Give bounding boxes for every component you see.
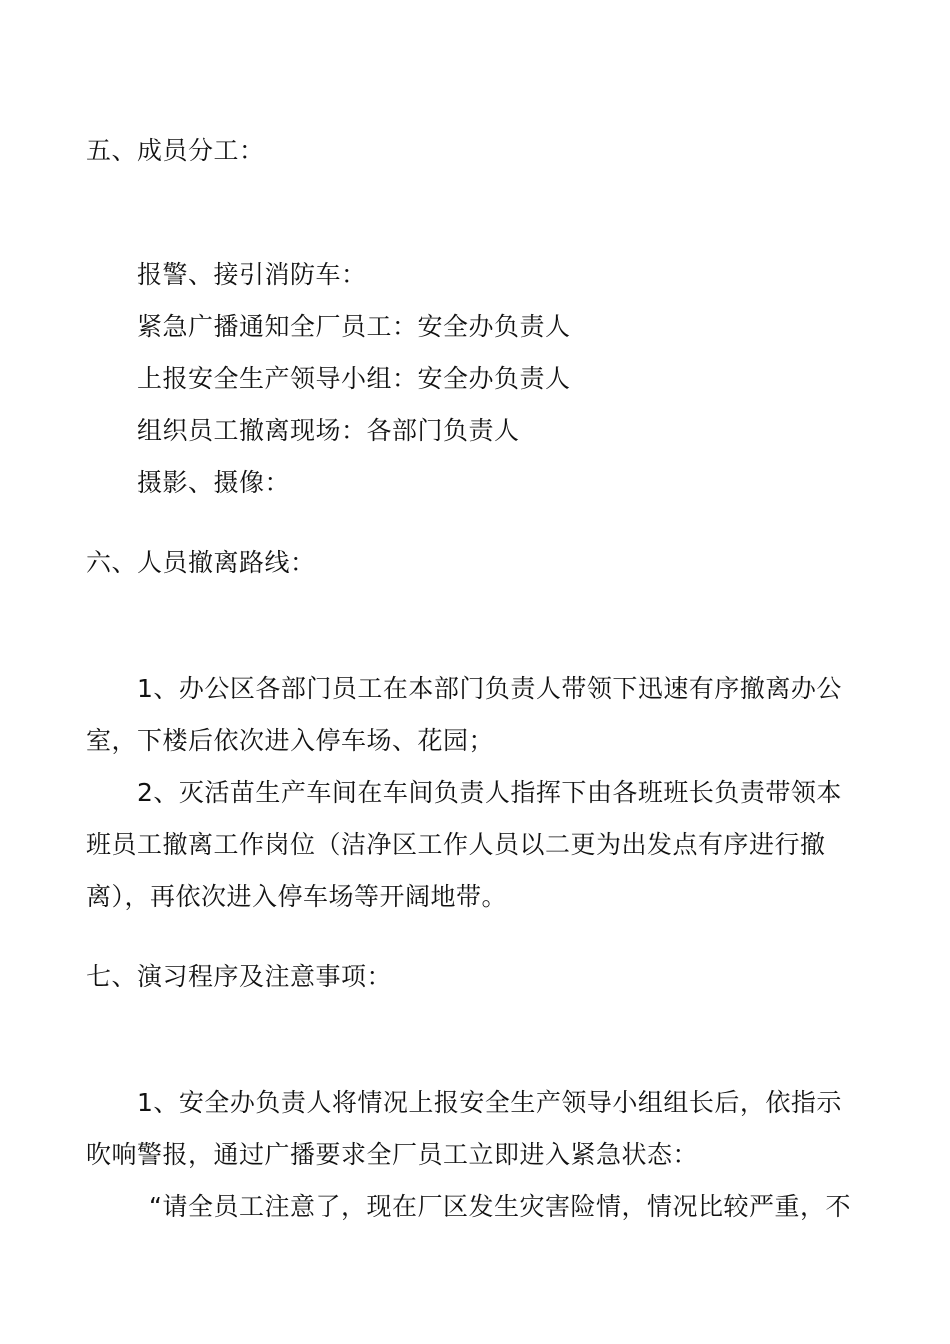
duty-item-report: 上报安全生产领导小组：安全办负责人 xyxy=(137,364,571,393)
route-paragraph-2-line-2: 班员工撤离工作岗位（洁净区工作人员以二更为出发点有序进行撤 xyxy=(86,830,826,859)
broadcast-quote-line-1: “请全员工注意了，现在厂区发生灾害险情，情况比较严重，不 xyxy=(149,1192,851,1221)
procedure-paragraph-1-line-2: 吹响警报，通过广播要求全厂员工立即进入紧急状态： xyxy=(86,1140,699,1169)
duty-item-evacuate: 组织员工撤离现场：各部门负责人 xyxy=(137,416,520,445)
route-paragraph-1-line-2: 室，下楼后依次进入停车场、花园； xyxy=(86,726,495,755)
duty-item-broadcast: 紧急广播通知全厂员工：安全办负责人 xyxy=(137,312,571,341)
route-paragraph-2-line-1: 2、灭活苗生产车间在车间负责人指挥下由各班班长负责带领本 xyxy=(137,778,842,807)
section-heading-5: 五、成员分工： xyxy=(86,136,265,165)
duty-item-photo: 摄影、摄像： xyxy=(137,468,291,497)
section-heading-6: 六、人员撤离路线： xyxy=(86,548,316,577)
route-paragraph-1-line-1: 1、办公区各部门员工在本部门负责人带领下迅速有序撤离办公 xyxy=(137,674,842,703)
section-heading-7: 七、演习程序及注意事项： xyxy=(86,962,393,991)
procedure-paragraph-1-line-1: 1、安全办负责人将情况上报安全生产领导小组组长后，依指示 xyxy=(137,1088,842,1117)
duty-item-alarm: 报警、接引消防车： xyxy=(137,260,367,289)
route-paragraph-2-line-3: 离），再依次进入停车场等开阔地带。 xyxy=(86,882,508,911)
